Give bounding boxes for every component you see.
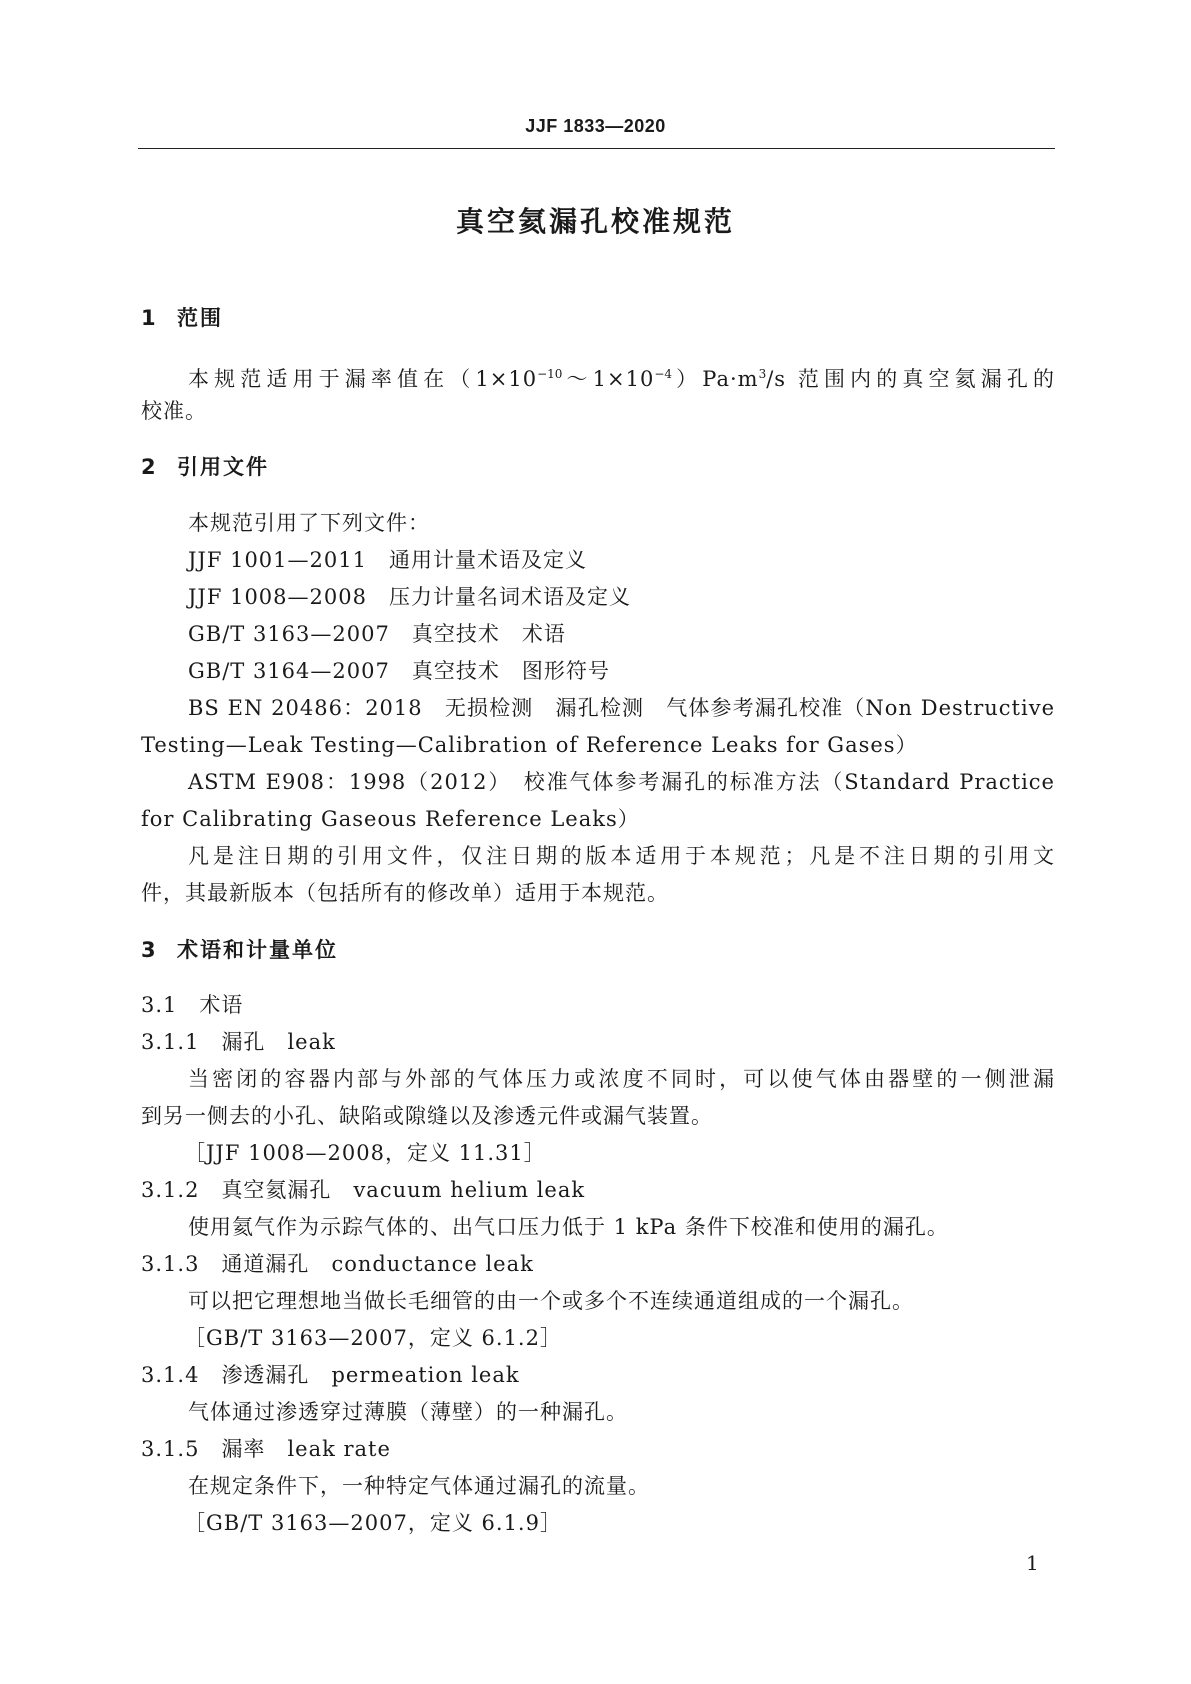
section-3-heading (141, 937, 338, 963)
document-code-header: JJF 1833—2020 (525, 116, 666, 136)
term-heading: 3.1.2 真空氦漏孔 vacuum helium leak (141, 1178, 586, 1202)
reference-item: GB/T 3163—2007 真空技术 术语 (188, 622, 566, 646)
document-title: 真空氦漏孔校准规范 (455, 205, 735, 238)
term-source: ［GB/T 3163—2007，定义 6.1.2］ (184, 1326, 562, 1350)
term-heading: 3.1.1 漏孔 leak (141, 1030, 336, 1054)
term-definition: 使用氦气作为示踪气体的、出气口压力低于 1 kPa 条件下校准和使用的漏孔。 (188, 1215, 949, 1239)
references-note-line-1: 凡是注日期的引用文件，仅注日期的版本适用于本规范；凡是不注日期的引用文 (188, 844, 1055, 868)
page-number: 1 (1026, 1551, 1039, 1575)
reference-bs-line-1: BS EN 20486：2018 无损检测 漏孔检测 气体参考漏孔校准（Non Destructive (188, 696, 1055, 720)
reference-astm-line-1: ASTM E908：1998（2012） 校准气体参考漏孔的标准方法（Standard Practice (188, 770, 1055, 794)
references-note-line-2: 件，其最新版本（包括所有的修改单）适用于本规范。 (141, 881, 669, 905)
term-definition: 可以把它理想地当做长毛细管的由一个或多个不连续通道组成的一个漏孔。 (188, 1289, 914, 1313)
reference-item: GB/T 3164—2007 真空技术 图形符号 (188, 659, 610, 683)
term-definition: 在规定条件下，一种特定气体通过漏孔的流量。 (188, 1474, 650, 1498)
section-title: 术语和计量单位 (177, 938, 338, 962)
section-title: 范围 (177, 306, 223, 330)
term-heading: 3.1.3 通道漏孔 conductance leak (141, 1252, 534, 1276)
term-heading: 3.1.5 漏率 leak rate (141, 1437, 391, 1461)
term-heading: 3.1.4 渗透漏孔 permeation leak (141, 1363, 520, 1387)
reference-bs-line-2: Testing—Leak Testing—Calibration of Reference Leaks for Gases） (141, 733, 918, 757)
section-number: 1 (141, 306, 156, 330)
subsection-3-1-heading: 3.1 术语 (141, 993, 244, 1017)
reference-item: JJF 1008—2008 压力计量名词术语及定义 (188, 585, 631, 609)
header-rule (138, 148, 1055, 149)
section-number: 2 (141, 455, 156, 479)
section-1-heading (141, 305, 223, 331)
term-source: ［GB/T 3163—2007，定义 6.1.9］ (184, 1511, 562, 1535)
reference-item: JJF 1001—2011 通用计量术语及定义 (188, 548, 587, 572)
section-2-heading (141, 454, 269, 480)
section-title: 引用文件 (177, 455, 269, 479)
scope-paragraph-line-2: 校准。 (141, 399, 207, 423)
term-definition: 当密闭的容器内部与外部的气体压力或浓度不同时，可以使气体由器壁的一侧泄漏 (188, 1067, 1055, 1091)
term-source: ［JJF 1008—2008，定义 11.31］ (184, 1141, 546, 1165)
term-definition-continued: 到另一侧去的小孔、缺陷或隙缝以及渗透元件或漏气装置。 (141, 1104, 713, 1128)
reference-astm-line-2: for Calibrating Gaseous Reference Leaks） (141, 807, 640, 831)
section-number: 3 (141, 938, 156, 962)
references-intro: 本规范引用了下列文件： (188, 511, 430, 535)
term-definition: 气体通过渗透穿过薄膜（薄壁）的一种漏孔。 (188, 1400, 628, 1424)
scope-paragraph-line-1: 本规范适用于漏率值在$(1\times 10^{-10}\sim 1\times 10^{-4})Pa\cdot m^3/s$ 范围内的真空氦漏孔的 (188, 367, 1055, 391)
